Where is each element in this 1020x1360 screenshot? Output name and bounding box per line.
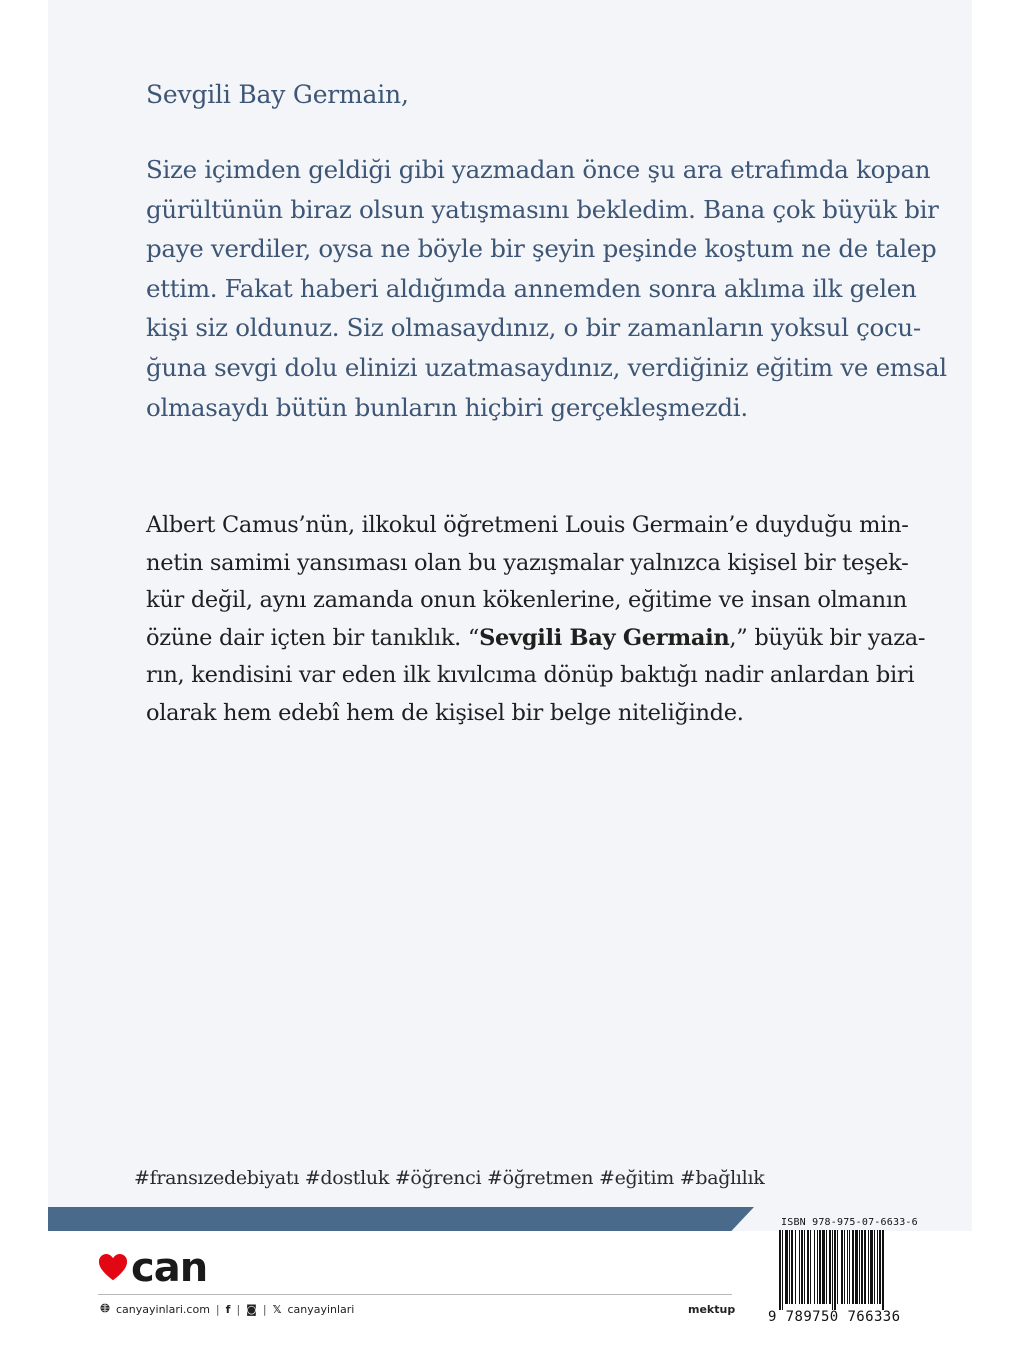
barcode-bar bbox=[855, 1230, 858, 1304]
description-text: özüne dair içten bir tanıklık. “ bbox=[146, 624, 480, 651]
accent-band bbox=[48, 1207, 754, 1231]
barcode-bar bbox=[826, 1230, 827, 1304]
website-link[interactable]: canyayinlari.com bbox=[116, 1303, 210, 1316]
barcode-bar bbox=[852, 1230, 854, 1304]
barcode-bar bbox=[844, 1230, 845, 1304]
letter-line: olmasaydı bütün bunların hiçbiri gerçekleşmezdi. bbox=[146, 392, 748, 422]
isbn-label: ISBN 978-975-07-6633-6 bbox=[781, 1217, 918, 1228]
barcode-bar bbox=[841, 1230, 843, 1304]
separator: | bbox=[215, 1303, 220, 1316]
barcode-bar bbox=[804, 1230, 805, 1304]
publisher-logo bbox=[98, 1245, 208, 1291]
barcode-bar bbox=[849, 1230, 850, 1304]
letter-line: gürültünün biraz olsun yatışmasını bekledim. Bana çok büyük bir bbox=[146, 194, 939, 224]
instagram-icon[interactable]: ◙ bbox=[246, 1303, 257, 1316]
barcode-bar bbox=[868, 1230, 869, 1304]
barcode-bar bbox=[795, 1230, 796, 1304]
barcode-bar bbox=[832, 1230, 833, 1310]
book-title-bold: Sevgili Bay Germain bbox=[479, 624, 730, 651]
barcode-bar bbox=[861, 1230, 863, 1304]
barcode-bar bbox=[870, 1230, 873, 1304]
description-line: rın, kendisini var eden ilk kıvılcıma dönüp baktığı nadir anlardan biri bbox=[146, 662, 915, 689]
barcode-bar bbox=[782, 1230, 783, 1310]
letter-line: ettim. Fakat haberi aldığımda annemden sonra aklıma ilk gelen bbox=[146, 273, 917, 303]
barcode-bar bbox=[829, 1230, 831, 1304]
footer-divider bbox=[98, 1294, 732, 1295]
barcode-bar bbox=[837, 1230, 838, 1304]
letter-excerpt bbox=[146, 150, 947, 427]
description-line: netin samimi yansıması olan bu yazışmalar yalnızca kişisel bir teşek- bbox=[146, 549, 909, 576]
barcode-bar bbox=[801, 1230, 803, 1304]
barcode-bar bbox=[859, 1230, 860, 1304]
barcode-bar bbox=[879, 1230, 881, 1304]
barcode-bar bbox=[799, 1230, 800, 1304]
barcode bbox=[778, 1230, 922, 1310]
separator: | bbox=[262, 1303, 267, 1316]
hashtags: #fransızedebiyatı #dostluk #öğrenci #öğretmen #eğitim #bağlılık bbox=[134, 1167, 765, 1189]
barcode-bar bbox=[791, 1230, 793, 1304]
barcode-bar bbox=[877, 1230, 878, 1304]
description-line bbox=[146, 620, 926, 658]
barcode-bar bbox=[864, 1230, 866, 1304]
description-line: Albert Camus’nün, ilkokul öğretmeni Louis Germain’e duyduğu min- bbox=[146, 512, 909, 538]
series-label: mektup bbox=[688, 1303, 736, 1316]
description-line: kür değil, aynı zamanda onun kökenlerine, eğitime ve insan olmanın bbox=[146, 587, 907, 614]
letter-line: ğuna sevgi dolu elinizi uzatmasaydınız, verdiğiniz eğitim ve emsal bbox=[146, 352, 947, 382]
barcode-bar bbox=[810, 1230, 811, 1304]
social-links bbox=[100, 1303, 354, 1316]
barcode-bar bbox=[847, 1230, 848, 1304]
letter-line: kişi siz oldunuz. Siz olmasaydınız, o bir zamanların yoksul çocu- bbox=[146, 313, 921, 343]
heart-icon bbox=[98, 1253, 128, 1283]
barcode-bar bbox=[819, 1230, 821, 1304]
barcode-bar bbox=[807, 1230, 809, 1304]
social-handle[interactable]: canyayinlari bbox=[287, 1303, 355, 1316]
facebook-icon[interactable]: f bbox=[225, 1303, 231, 1316]
letter-line: paye verdiler, oysa ne böyle bir şeyin peşinde koştum ne de talep bbox=[146, 234, 937, 264]
globe-icon bbox=[100, 1303, 110, 1316]
barcode-bar bbox=[789, 1230, 790, 1304]
barcode-bar bbox=[785, 1230, 788, 1304]
barcode-bar bbox=[882, 1230, 884, 1310]
barcode-bar bbox=[874, 1230, 875, 1304]
book-description bbox=[146, 507, 926, 733]
description-line: olarak hem edebî hem de kişisel bir belge niteliğinde. bbox=[146, 699, 744, 726]
barcode-bar bbox=[817, 1230, 818, 1304]
barcode-bar bbox=[834, 1230, 836, 1310]
barcode-digits: 9 789750 766336 bbox=[768, 1309, 901, 1325]
barcode-bar bbox=[814, 1230, 815, 1304]
letter-line: Size içimden geldiği gibi yazmadan önce şu ara etrafımda kopan bbox=[146, 155, 931, 184]
logo-wordmark: can bbox=[131, 1245, 208, 1291]
letter-salutation: Sevgili Bay Germain, bbox=[146, 80, 409, 109]
description-text: ,” büyük bir yaza- bbox=[729, 624, 926, 651]
separator: | bbox=[236, 1303, 241, 1316]
barcode-bar bbox=[822, 1230, 825, 1304]
barcode-bar bbox=[779, 1230, 781, 1310]
x-icon[interactable]: 𝕏 bbox=[272, 1303, 282, 1316]
